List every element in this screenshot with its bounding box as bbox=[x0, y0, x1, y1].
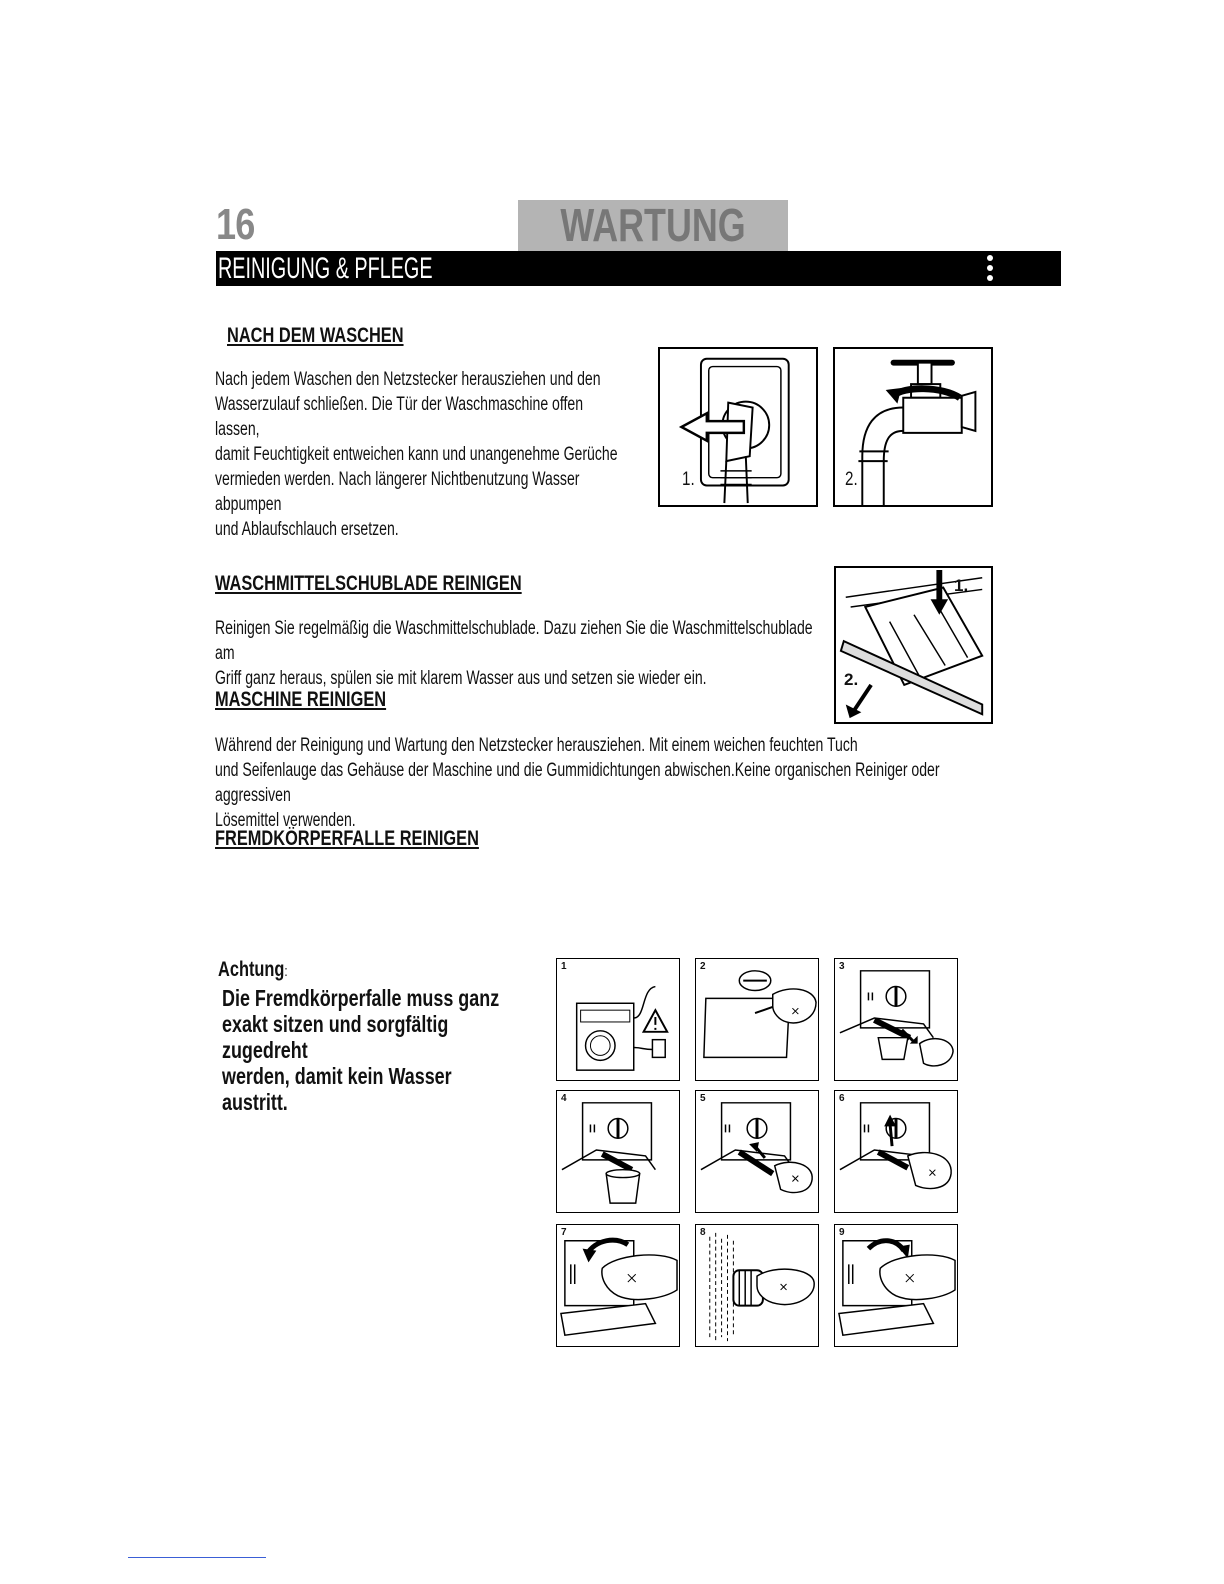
filter-step-6 bbox=[834, 1090, 958, 1213]
footer-line bbox=[128, 1557, 266, 1558]
filter-step-8 bbox=[695, 1224, 819, 1347]
step-number: 2 bbox=[700, 961, 706, 972]
filter-step-1 bbox=[556, 958, 680, 1081]
heading-after-wash: NACH DEM WASCHEN bbox=[227, 324, 404, 347]
tap-icon bbox=[835, 349, 991, 505]
drawer-figure bbox=[834, 566, 993, 724]
note-label-colon: : bbox=[284, 963, 288, 980]
heading-machine: MASCHINE REINIGEN bbox=[215, 688, 387, 711]
note-label-text: Achtung bbox=[218, 958, 285, 981]
text-machine: Während der Reinigung und Wartung den Netzstecker herausziehen. Mit einem weichen feuchten Tuch und Seifenlauge das Gehäuse der Maschine und die Gummidichtungen abwischen.Keine organischen Reiniger oder aggressiven Lösemittel verwenden. bbox=[215, 735, 940, 831]
page-number: 16 bbox=[216, 200, 255, 249]
chapter-title: WARTUNG bbox=[560, 199, 746, 251]
section-title: REINIGUNG & PFLEGE bbox=[218, 252, 433, 285]
step-number: 6 bbox=[839, 1093, 845, 1104]
bar-dots-icon bbox=[985, 255, 995, 285]
filter-step-9 bbox=[834, 1224, 958, 1347]
step-number: 5 bbox=[700, 1093, 706, 1104]
text-after-wash: Nach jedem Waschen den Netzstecker herausziehen und den Wasserzulauf schließen. Die Tür der Waschmaschine offen lassen, damit Feuchtigkeit entweichen kann und unangenehme Gerüche vermieden werden. Nach längerer Nichtbenutzung Wasser abpumpen und Ablaufschlauch ersetzen. bbox=[215, 369, 618, 540]
filter-step-7 bbox=[556, 1224, 680, 1347]
heading-filter: FREMDKÖRPERFALLE REINIGEN bbox=[215, 827, 479, 850]
step-number: 4 bbox=[561, 1093, 567, 1104]
step-number: 9 bbox=[839, 1227, 845, 1238]
warning-icon bbox=[644, 1010, 668, 1032]
step-number: 1 bbox=[561, 961, 567, 972]
step-number: 8 bbox=[700, 1227, 706, 1238]
tap-figure-label: 2. bbox=[845, 469, 858, 490]
filter-step-2 bbox=[695, 958, 819, 1081]
plug-figure bbox=[658, 347, 818, 507]
plug-figure-label: 1. bbox=[682, 469, 695, 490]
note-label bbox=[218, 958, 288, 982]
drawer-figure-label-1: 1. bbox=[954, 576, 969, 595]
drawer-figure-label-2: 2. bbox=[844, 670, 859, 689]
step-number: 3 bbox=[839, 961, 845, 972]
step-number: 7 bbox=[561, 1227, 567, 1238]
text-drawer: Reinigen Sie regelmäßig die Waschmittelschublade. Dazu ziehen Sie die Waschmittelschublade am Griff ganz heraus, spülen sie mit klarem Wasser aus und setzen sie wieder ein. bbox=[215, 618, 813, 689]
filter-step-5 bbox=[695, 1090, 819, 1213]
note-text: Die Fremdkörperfalle muss ganz exakt sitzen und sorgfältig zugedreht werden, damit kein Wasser austritt. bbox=[222, 985, 500, 1115]
filter-step-4 bbox=[556, 1090, 680, 1213]
filter-step-3 bbox=[834, 958, 958, 1081]
tap-figure bbox=[833, 347, 993, 507]
heading-drawer: WASCHMITTELSCHUBLADE REINIGEN bbox=[215, 572, 522, 595]
